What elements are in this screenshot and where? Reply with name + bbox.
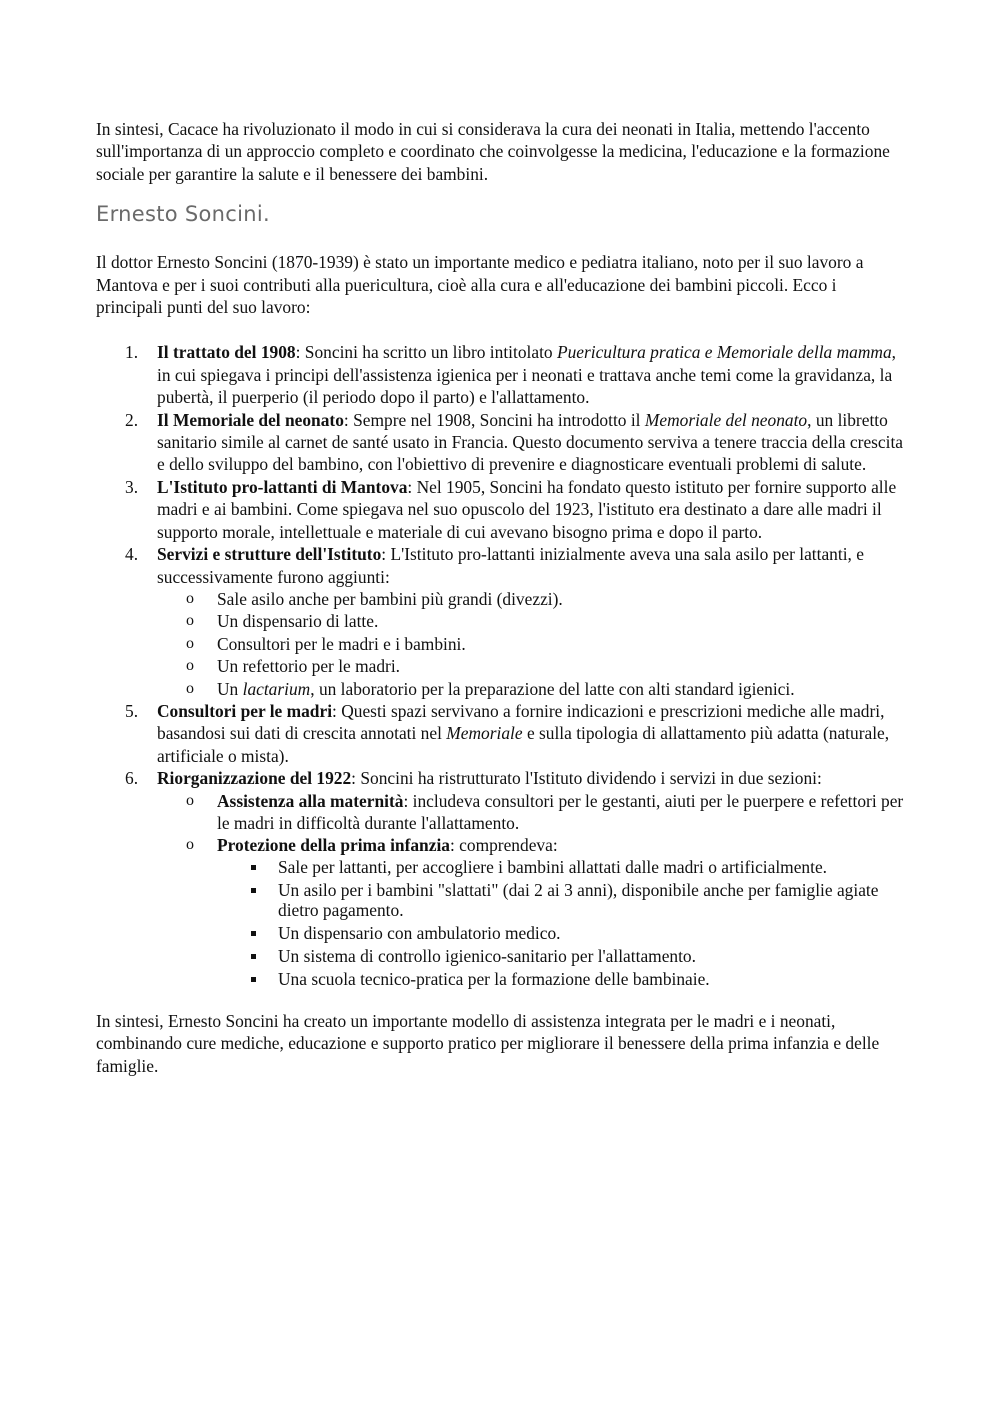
square-bullet-icon bbox=[251, 931, 256, 936]
sub-list-item: o Un lactarium, un laboratorio per la preparazione del latte con alti standard igienici. bbox=[186, 678, 795, 699]
list-number: 4. bbox=[125, 544, 139, 565]
item-title: Servizi e strutture dell'Istituto bbox=[157, 544, 382, 565]
intro-paragraph: In sintesi, Cacace ha rivoluzionato il modo in cui si considerava la cura dei neonati in Italia, mettendo l'accento sull'importanza di un approccio completo e coordinato che coinvolgesse la medicina, l'educazione e la formazione sociale per garantire la salute e il benessere dei bambini. bbox=[96, 119, 890, 184]
sub-list bbox=[157, 588, 904, 700]
sub-list-item: o Protezione della prima infanzia: comprendeva: Sale per lattanti, per accogliere i bambini allattati dalle madri o artificialmente. Un asilo per i bambini "slattati" (dai 2 ai 3 anni), disponibile anche per famiglie agiate dietro pagamento. Un dispensario con ambulatorio medico. Un sistema di controllo igienico-sanitario per l'allattamento. Una scuola tecnico-pratica per la formazione delle bambinaie. bbox=[157, 834, 904, 988]
list-number: 2. bbox=[125, 409, 139, 430]
square-bullet-icon bbox=[251, 977, 256, 982]
list-item bbox=[96, 341, 904, 408]
bullet-item: Un sistema di controllo igienico-sanitario per l'allattamento. bbox=[217, 946, 904, 966]
list-number: 5. bbox=[125, 700, 139, 721]
item-text: : Soncini ha scritto un libro intitolato bbox=[295, 342, 557, 363]
list-item bbox=[96, 543, 904, 700]
item-title: Il Memoriale del neonato bbox=[157, 409, 344, 430]
bullet-item: Un asilo per i bambini "slattati" (dai 2 ai 3 anni), disponibile anche per famiglie agiate dietro pagamento. bbox=[217, 880, 904, 920]
item-title: Consultori per le madri bbox=[157, 700, 333, 721]
sub-list-item: o Consultori per le madri e i bambini. bbox=[186, 633, 466, 654]
square-bullet-icon bbox=[251, 865, 256, 870]
item-title: L'Istituto pro-lattanti di Mantova bbox=[157, 476, 408, 497]
numbered-list bbox=[96, 341, 904, 988]
item-text: : Soncini ha ristrutturato l'Istituto dividendo i servizi in due sezioni: bbox=[351, 768, 822, 789]
section-heading: Ernesto Soncini. bbox=[96, 202, 270, 227]
circle-bullet-icon: o bbox=[186, 657, 194, 675]
book-title: Memoriale bbox=[446, 723, 523, 744]
sub-list bbox=[157, 790, 904, 989]
sub-list-item: o Un dispensario di latte. bbox=[186, 611, 379, 632]
book-title: Puericultura pratica e Memoriale della mamma bbox=[556, 342, 892, 363]
sub-list-item: o Assistenza alla maternità: includeva consultori per le gestanti, aiuti per le puerpere e refettori per le madri in difficoltà durante l'allattamento. bbox=[186, 790, 904, 833]
list-item bbox=[96, 476, 904, 543]
sub-list-item: o Un refettorio per le madri. bbox=[186, 656, 401, 677]
list-item bbox=[96, 409, 904, 476]
list-number: 6. bbox=[125, 768, 139, 789]
list-item bbox=[96, 700, 904, 767]
list-number: 3. bbox=[125, 476, 139, 497]
bullet-item: Un dispensario con ambulatorio medico. bbox=[217, 923, 904, 943]
bullet-list bbox=[217, 857, 904, 989]
circle-bullet-icon: o bbox=[186, 612, 194, 630]
bullet-item: Sale per lattanti, per accogliere i bambini allattati dalle madri o artificialmente. bbox=[217, 857, 904, 877]
item-text: e sulla tipologia di allattamento più adatta (naturale, artificiale o mista). bbox=[157, 723, 890, 766]
sub-list-item: o Sale asilo anche per bambini più grandi (divezzi). bbox=[186, 588, 563, 609]
item-title: Riorganizzazione del 1922 bbox=[157, 768, 352, 789]
item-text: : Nel 1905, Soncini ha fondato questo istituto per fornire supporto alle madri e ai bambini. Come spiegava nel suo opuscolo del 1923, l'istituto era destinato a dare alle madri il supporto morale, intellettuale e materiale di cui avevano bisogno prima e dopo il parto. bbox=[157, 476, 897, 542]
circle-bullet-icon: o bbox=[186, 634, 194, 652]
item-text: : Questi spazi servivano a fornire indicazioni e prescrizioni mediche alle madri, basandosi sui dati di crescita annotati nel bbox=[157, 700, 885, 744]
item-text: : L'Istituto pro-lattanti inizialmente aveva una sala asilo per lattanti, e successivamente furono aggiunti: bbox=[157, 544, 864, 587]
list-number: 1. bbox=[125, 342, 139, 363]
item-title: Il trattato del 1908 bbox=[157, 342, 296, 363]
closing-paragraph: In sintesi, Ernesto Soncini ha creato un importante modello di assistenza integrata per le madri e i neonati, combinando cure mediche, educazione e supporto pratico per migliorare il benessere della prima infanzia e delle famiglie. bbox=[96, 1010, 880, 1076]
square-bullet-icon bbox=[251, 888, 256, 893]
circle-bullet-icon: o bbox=[186, 791, 194, 809]
lead-paragraph: Il dottor Ernesto Soncini (1870-1939) è stato un importante medico e pediatra italiano, noto per il suo lavoro a Mantova e per i suoi contributi alla puericultura, cioè alla cura e all'educazione dei bambini piccoli. Ecco i principali punti del suo lavoro: bbox=[96, 252, 864, 318]
document-page bbox=[96, 118, 904, 1077]
bullet-item: Una scuola tecnico-pratica per la formazione delle bambinaie. bbox=[217, 969, 904, 989]
square-bullet-icon bbox=[251, 954, 256, 959]
item-text: : Sempre nel 1908, Soncini ha introdotto il bbox=[343, 409, 645, 430]
item-text: , un libretto sanitario simile al carnet de santé usato in Francia. Questo documento serviva a tenere traccia della crescita e dello sviluppo del bambino, con l'obiettivo di prevenire e diagnosticare eventuali problemi di salute. bbox=[157, 409, 904, 475]
item-text: , in cui spiegava i principi dell'assistenza igienica per i neonati e trattava anche temi come la gravidanza, la pubertà, il puerperio (il periodo dopo il parto) e l'allattamento. bbox=[157, 342, 897, 408]
circle-bullet-icon: o bbox=[186, 836, 194, 854]
book-title: Memoriale del neonato bbox=[644, 409, 808, 430]
circle-bullet-icon: o bbox=[186, 679, 194, 697]
list-item bbox=[96, 767, 904, 989]
circle-bullet-icon: o bbox=[186, 589, 194, 607]
